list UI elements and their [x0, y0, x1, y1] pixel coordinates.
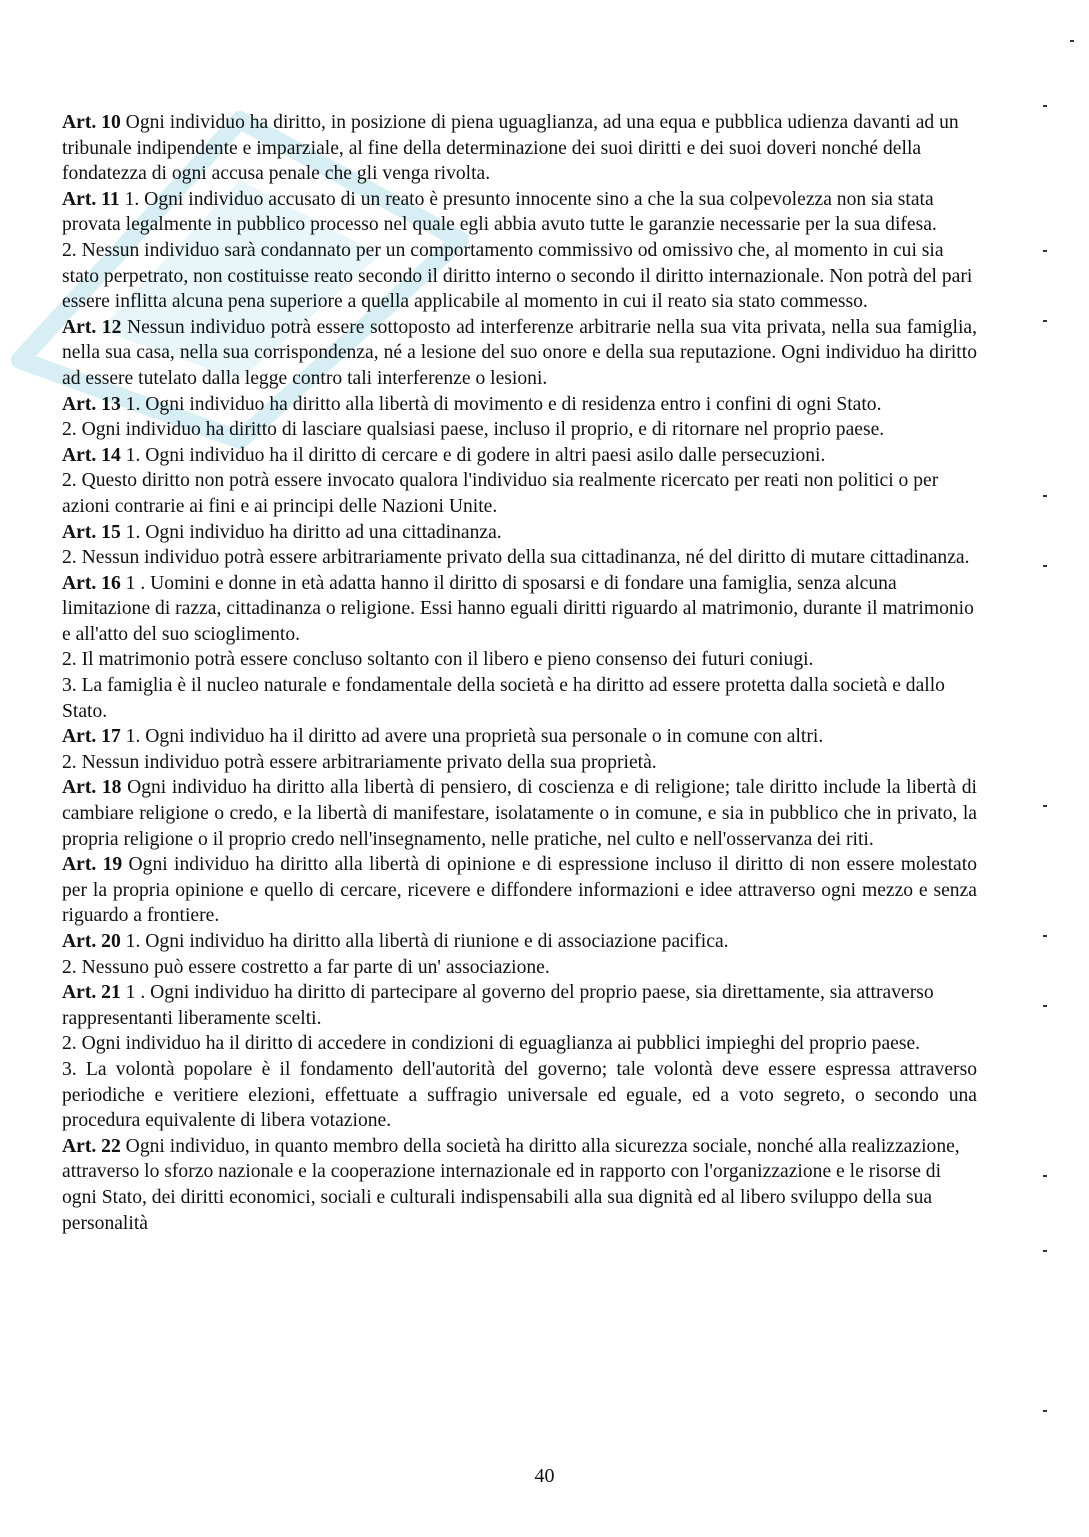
article-label: Art. 11 [62, 188, 120, 210]
article-paragraph [62, 955, 977, 981]
article-paragraph [62, 468, 977, 519]
article-label: Art. 15 [62, 521, 121, 543]
article-label: Art. 10 [62, 112, 121, 133]
article-label: Art. 16 [62, 572, 121, 594]
article-body: 1. Ogni individuo ha il diritto ad avere una proprietà sua personale o in comune con altri. [120, 726, 824, 748]
article-paragraph [62, 392, 977, 418]
scan-mark [1043, 565, 1047, 567]
article-body: 1. Ogni individuo accusato di un reato è presunto innocente sino a che la sua colpevolezza non sia stata provata legalmente in pubblico processo nel quale egli abbia avuto tutte le garanzie necessarie per la sua difesa. [62, 188, 937, 236]
scan-mark [1043, 805, 1047, 807]
article-paragraph [62, 724, 977, 750]
article-body: 2. Nessun individuo sarà condannato per un comportamento commissivo od omissivo che, al momento in cui sia stato perpetrato, non costituisse reato secondo il diritto interno o secondo il diritto internazionale. Non potrà del pari essere inflitta alcuna pena superiore a quella applicabile al momento in cui il reato sia stato commesso. [62, 239, 973, 313]
article-body: 3. La volontà popolare è il fondamento dell'autorità del governo; tale volontà deve essere espressa attraverso periodiche e veritiere elezioni, effettuate a suffragio universale ed eguale, ed a voto segreto, o secondo una procedura equivalente di libera votazione. [62, 1058, 977, 1132]
article-paragraph [62, 571, 977, 648]
article-paragraph [62, 673, 977, 724]
scan-mark [1043, 1005, 1047, 1007]
article-label: Art. 19 [62, 854, 123, 876]
article-paragraph [62, 417, 977, 443]
article-body: 2. Ogni individuo ha diritto di lasciare qualsiasi paese, incluso il proprio, e di ritornare nel proprio paese. [62, 419, 885, 441]
article-body: Ogni individuo ha diritto, in posizione di piena uguaglianza, ad una equa e pubblica udienza davanti ad un tribunale indipendente e imparziale, al fine della determinazione dei suoi diritti e dei suoi doveri nonché della fondatezza di ogni accusa penale che gli venga rivolta. [62, 112, 959, 185]
article-label: Art. 22 [62, 1135, 121, 1157]
article-body: Nessun individuo potrà essere sottoposto ad interferenze arbitrarie nella sua vita privata, nella sua famiglia, nella sua casa, nella sua corrispondenza, né a lesione del suo onore e della sua reputazione. Ogni individuo ha diritto ad essere tutelato dalla legge contro tali interferenze o lesioni. [62, 316, 977, 389]
scan-mark [1043, 495, 1047, 497]
article-body: 2. Nessuno può essere costretto a far parte di un' associazione. [62, 956, 550, 978]
article-body: 3. La famiglia è il nucleo naturale e fondamentale della società e ha diritto ad essere protetta dalla società e dallo Stato. [62, 675, 945, 722]
article-body: 2. Il matrimonio potrà essere concluso soltanto con il libero e pieno consenso dei futuri coniugi. [62, 649, 814, 671]
article-label: Art. 14 [62, 444, 121, 466]
article-label: Art. 20 [62, 931, 121, 952]
article-label: Art. 17 [62, 726, 121, 748]
article-label: Art. 18 [62, 777, 122, 799]
scan-mark [1070, 40, 1074, 42]
article-body: 2. Ogni individuo ha il diritto di accedere in condizioni di eguaglianza ai pubblici impieghi del proprio paese. [62, 1033, 921, 1055]
article-label: Art. 12 [62, 316, 122, 338]
article-paragraph [62, 1134, 977, 1236]
article-body: Ogni individuo ha diritto alla libertà di pensiero, di coscienza e di religione; tale diritto include la libertà di cambiare religione o credo, e la libertà di manifestare, isolatamente o in comune, e sia in pubblico che in privato, la propria religione o il proprio credo nell'insegnamento, nelle pratiche, nel culto e nell'osservanza dei riti. [62, 777, 977, 850]
article-paragraph [62, 750, 977, 776]
scan-mark [1043, 105, 1047, 107]
article-body: 2. Nessun individuo potrà essere arbitrariamente privato della sua cittadinanza, né del diritto di mutare cittadinanza. [62, 547, 970, 569]
article-paragraph [62, 545, 977, 571]
article-paragraph [62, 775, 977, 852]
article-body: 1. Ogni individuo ha il diritto di cercare e di godere in altri paesi asilo dalle persecuzioni. [120, 444, 826, 466]
article-paragraph [62, 647, 977, 673]
article-paragraph [62, 980, 977, 1031]
page-number: 40 [534, 1465, 555, 1487]
article-paragraph [62, 1031, 977, 1057]
article-paragraph [62, 1057, 977, 1134]
article-paragraph [62, 520, 977, 546]
scan-mark [1043, 1250, 1047, 1252]
scan-mark [1043, 935, 1047, 937]
scan-mark [1043, 320, 1047, 322]
article-paragraph [62, 443, 977, 469]
scan-mark [1043, 1175, 1047, 1177]
article-paragraph [62, 238, 977, 315]
article-paragraph [62, 852, 977, 929]
article-body: 1. Ogni individuo ha diritto ad una cittadinanza. [120, 521, 502, 543]
scan-mark [1043, 250, 1047, 252]
article-body: 1. Ogni individuo ha diritto alla libertà di movimento e di residenza entro i confini di ogni Stato. [120, 393, 882, 415]
article-paragraph [62, 929, 977, 955]
article-body: Ogni individuo ha diritto alla libertà di opinione e di espressione incluso il diritto di non essere molestato per la propria opinione e quello di cercare, ricevere e diffondere informazioni e idee attraverso ogni mezzo e senza riguardo a frontiere. [62, 854, 977, 927]
article-paragraph [62, 315, 977, 392]
article-body: 2. Questo diritto non potrà essere invocato qualora l'individuo sia realmente ricercato per reati non politici o per azioni contrarie ai fini e ai principi delle Nazioni Unite. [62, 470, 939, 517]
article-body: 1. Ogni individuo ha diritto alla libertà di riunione e di associazione pacifica. [120, 931, 729, 952]
article-body: 2. Nessun individuo potrà essere arbitrariamente privato della sua proprietà. [62, 751, 657, 773]
article-text [62, 110, 977, 1236]
article-paragraph [62, 187, 977, 238]
scan-mark [1043, 1410, 1047, 1412]
article-body: Ogni individuo, in quanto membro della società ha diritto alla sicurezza sociale, nonché alla realizzazione, attraverso lo sforzo nazionale e la cooperazione internazionale ed in rapporto con l'organizzazione e le risorse di ogni Stato, dei diritti economici, sociali e culturali indispensabili alla sua dignità ed al libero sviluppo della sua personalità [62, 1135, 960, 1234]
article-label: Art. 21 [62, 982, 121, 1004]
article-body: 1 . Ogni individuo ha diritto di partecipare al governo del proprio paese, sia direttamente, sia attraverso rappresentanti liberamente scelti. [62, 982, 934, 1029]
article-label: Art. 13 [62, 393, 121, 415]
article-body: 1 . Uomini e donne in età adatta hanno il diritto di sposarsi e di fondare una famiglia, senza alcuna limitazione di razza, cittadinanza o religione. Essi hanno eguali diritti riguardo al matrimonio, durante il matrimonio e all'atto del suo scioglimento. [62, 572, 974, 645]
article-paragraph [62, 110, 977, 187]
